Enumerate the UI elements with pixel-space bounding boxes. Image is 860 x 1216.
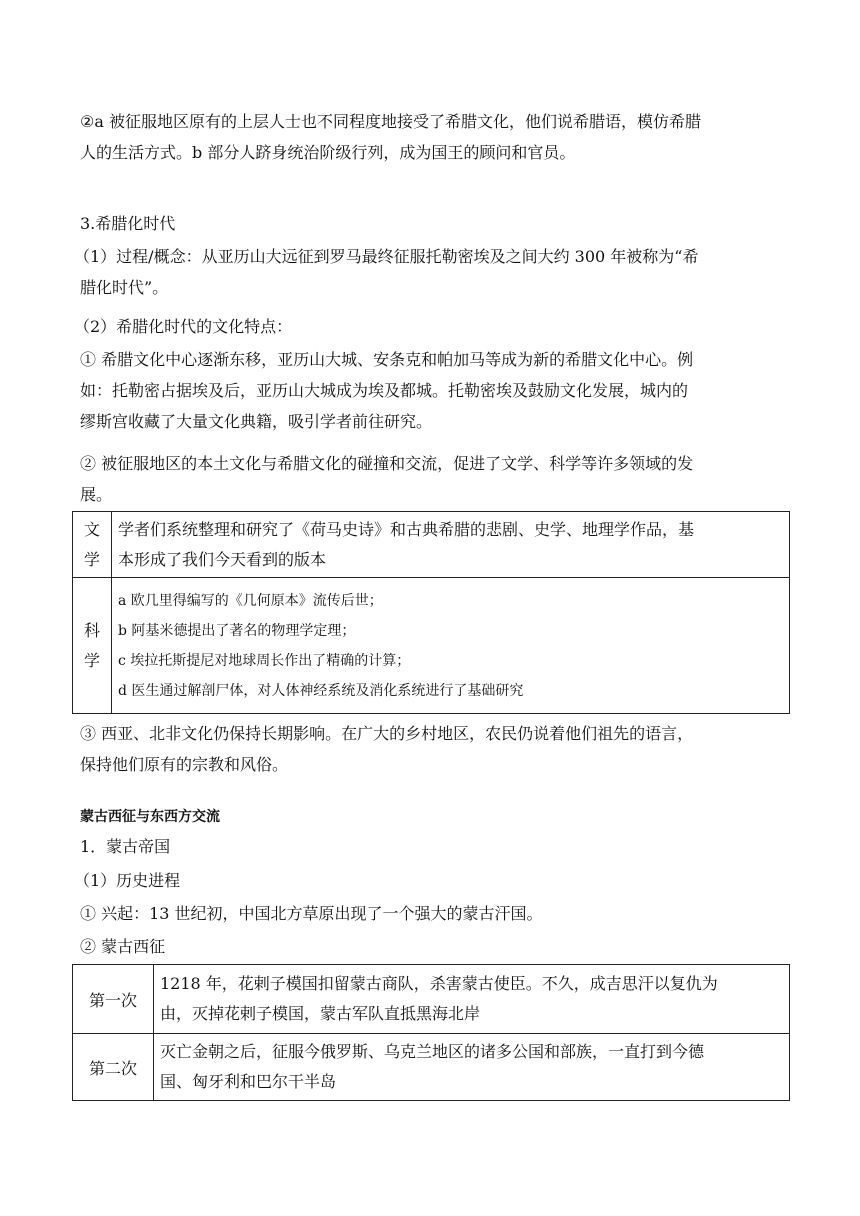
- mongol-sub1: 1．蒙古帝国: [80, 837, 171, 856]
- text-line: （1）过程/概念：从亚历山大远征到罗马最终征服托勒密埃及之间大约 300 年被称为“希: [74, 247, 699, 266]
- paragraph-upper-class: [80, 106, 790, 168]
- row-content-science: a 欧几里得编写的《几何原本》流传后世； b 阿基米德提出了著名的物理学定理； c 埃拉托斯提尼对地球周长作出了精确的计算； d 医生通过解剖尸体，对人体神经系统及消化系统进行了基础研究: [112, 578, 790, 714]
- mongol-sub2: （1）历史进程: [74, 871, 181, 890]
- text-line: 缪斯宫收藏了大量文化典籍，吸引学者前往研究。: [80, 412, 433, 431]
- row-content-second: 灭亡金朝之后，征服今俄罗斯、乌克兰地区的诸多公国和部族，一直打到今德 国、匈牙利和巴尔干半岛: [154, 1034, 790, 1101]
- row-content-first: 1218 年，花剌子模国扣留蒙古商队，杀害蒙古使臣。不久，成吉思汗以复仇为 由，灭掉花剌子模国，蒙古军队直抵黑海北岸: [154, 965, 790, 1034]
- mongol-table: [72, 964, 790, 1101]
- table-row: [73, 1034, 790, 1101]
- paragraph-point2: [80, 448, 790, 510]
- text-line: 展。: [80, 485, 113, 504]
- table-row: [73, 965, 790, 1034]
- mongol-west: ② 蒙古西征: [80, 937, 166, 956]
- mongol-title: 蒙古西征与东西方交流: [80, 809, 220, 825]
- row-label-science: 科 学: [73, 578, 112, 714]
- text-line: 腊化时代”。: [80, 278, 169, 297]
- row-label-literature: 文 学: [73, 512, 112, 578]
- text-line: 保持他们原有的宗教和风俗。: [80, 755, 289, 774]
- text-line: 人的生活方式。b 部分人跻身统治阶级行列，成为国王的顾问和官员。: [80, 143, 576, 162]
- paragraph-point3: [80, 718, 790, 780]
- text-line: 如：托勒密占据埃及后，亚历山大城成为埃及都城。托勒密埃及鼓励文化发展，城内的: [80, 381, 689, 400]
- table-row: [73, 512, 790, 578]
- section-heading: 3.希腊化时代: [80, 214, 176, 233]
- paragraph-point1: [80, 344, 790, 437]
- features-title: （2）希腊化时代的文化特点：: [74, 317, 293, 336]
- hellenistic-table: [72, 511, 790, 714]
- row-label-first: 第一次: [73, 965, 154, 1034]
- paragraph-process: [74, 241, 784, 303]
- text-line: ① 希腊文化中心逐渐东移，亚历山大城、安条克和帕加马等成为新的希腊文化中心。例: [80, 350, 694, 369]
- table-row: [73, 578, 790, 714]
- mongol-rise: ① 兴起：13 世纪初，中国北方草原出现了一个强大的蒙古汗国。: [80, 904, 543, 923]
- row-content-literature: 学者们系统整理和研究了《荷马史诗》和古典希腊的悲剧、史学、地理学作品，基 本形成了我们今天看到的版本: [112, 512, 790, 578]
- text-line: ③ 西亚、北非文化仍保持长期影响。在广大的乡村地区，农民仍说着他们祖先的语言，: [80, 724, 694, 743]
- text-line: ② 被征服地区的本土文化与希腊文化的碰撞和交流，促进了文学、科学等许多领域的发: [80, 454, 694, 473]
- text-line: ②a 被征服地区原有的上层人士也不同程度地接受了希腊文化，他们说希腊语，模仿希腊: [80, 112, 701, 131]
- row-label-second: 第二次: [73, 1034, 154, 1101]
